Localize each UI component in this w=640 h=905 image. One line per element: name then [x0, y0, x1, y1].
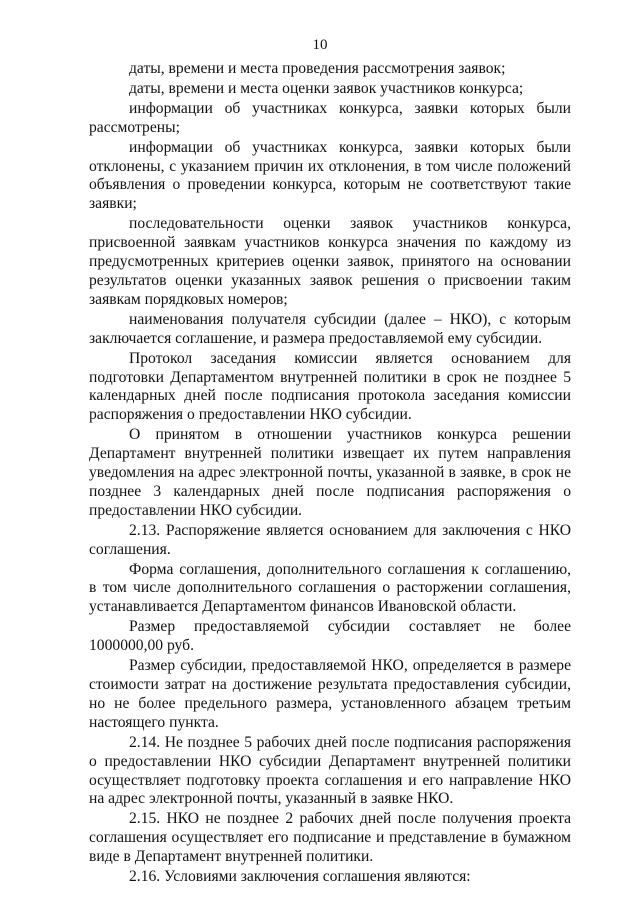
paragraph-2-16: 2.16. Условиями заключения соглашения являются: — [129, 868, 471, 886]
paragraph-2-15: 2.15. НКО не позднее 2 рабочих дней после получения проекта соглашения осуществляет его подписание и представление в бумажном виде в Департамент внутренней политики. — [89, 810, 571, 866]
paragraph-2-13: 2.13. Распоряжение является основанием для заключения с НКО соглашения. — [89, 521, 571, 558]
paragraph-agreement-form: Форма соглашения, дополнительного соглашения к соглашению, в том числе дополнительного соглашения о расторжении соглашения, устанавливается Департаментом финансов Ивановской области. — [89, 560, 571, 616]
list-item-review-date: даты, времени и места проведения рассмотрения заявок; — [129, 60, 506, 77]
document-body — [89, 60, 571, 888]
paragraph-decision-notice: О принятом в отношении участников конкурса решении Департамент внутренней политики извещает их путем направления уведомления на адрес электронной почты, указанной в заявке, в срок не позднее 3 календарных дней после подписания распоряжения о предоставлении НКО субсидии. — [89, 426, 571, 519]
paragraph-commission-protocol: Протокол заседания комиссии является основанием для подготовки Департаментом внутренней политики в срок не позднее 5 календарных дней после подписания протокола заседания комиссии распоряжения о предоставлении НКО субсидии. — [89, 349, 571, 424]
list-item-recipient-name: наименования получателя субсидии (далее – НКО), с которым заключается соглашение, и размера предоставляемой ему субсидии. — [89, 310, 571, 347]
paragraph-subsidy-size: Размер субсидии, предоставляемой НКО, определяется в размере стоимости затрат на достижение результата предоставления субсидии, но не более предельного размера, установленного абзацем третьим настоящего пункта. — [89, 657, 571, 731]
paragraph-subsidy-amount: Размер предоставляемой субсидии составляет не более 1000000,00 руб. — [89, 618, 571, 655]
paragraph-2-14: 2.14. Не позднее 5 рабочих дней после подписания распоряжения о предоставлении НКО субсидии Департамент внутренней политики осуществляет подготовку проекта соглашения и его направление НКО на адрес электронной почты, указанный в заявке НКО. — [89, 733, 571, 808]
list-item-reviewed-participants: информации об участниках конкурса, заявки которых были рассмотрены; — [89, 99, 571, 136]
list-item-evaluation-date: даты, времени и места оценки заявок участников конкурса; — [129, 79, 524, 97]
page-number: 10 — [312, 37, 328, 53]
list-item-rejected-participants: информации об участниках конкурса, заявки которых были отклонены, с указанием причин их отклонения, в том числе положений объявления о проведении конкурса, которым не соответствуют такие заявки; — [89, 138, 571, 213]
list-item-evaluation-order: последовательности оценки заявок участников конкурса, присвоенной заявкам участников конкурса значения по каждому из предусмотренных критериев оценки заявок, принятого на основании результатов оценки указанных заявок решения о присвоении таким заявкам порядковых номеров; — [89, 215, 571, 308]
